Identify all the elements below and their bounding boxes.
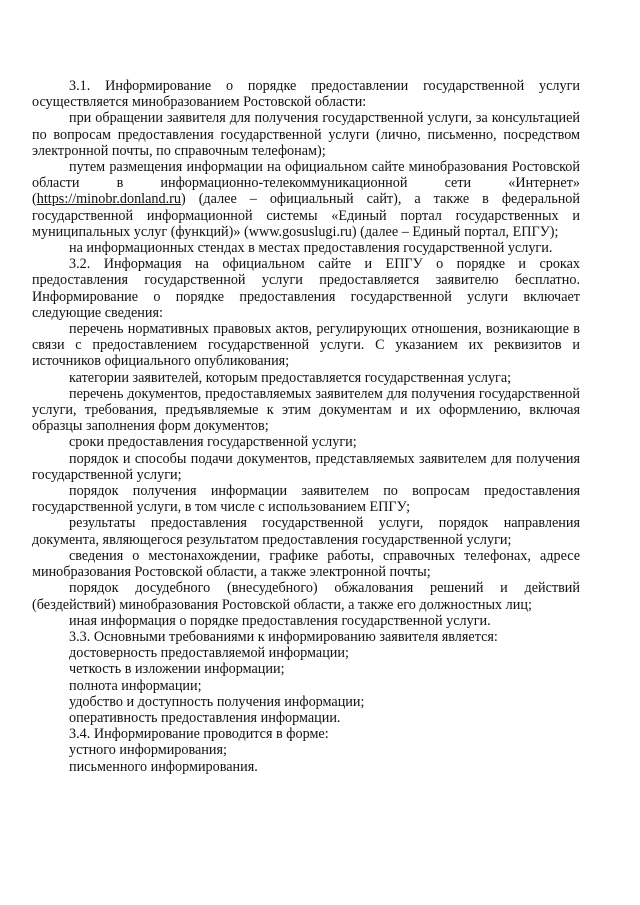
list-item-appeal-procedure: порядок досудебного (внесудебного) обжалования решений и действий (бездействий) минобразования Ростовской области, а также его должностных лиц; — [32, 580, 580, 613]
list-item-other-info: иная информация о порядке предоставления государственной услуги. — [69, 612, 491, 629]
paragraph-website-placement-before: путем размещения информации на официальном сайте минобразования Ростовской области в информационно-телекоммуникационной сети «Интернет» ( — [32, 159, 580, 208]
form-oral: устного информирования; — [69, 742, 227, 759]
paragraph-info-stands: на информационных стендах в местах предоставления государственной услуги. — [69, 240, 553, 257]
form-written: письменного информирования. — [69, 758, 258, 775]
requirement-reliability: достоверность предоставляемой информации; — [69, 645, 349, 662]
list-item-info-procedure: порядок получения информации заявителем по вопросам предоставления государственной услуги, в том числе с использованием ЕПГУ; — [32, 483, 580, 516]
list-item-contact-details: сведения о местонахождении, графике работы, справочных телефонах, адресе минобразования Ростовской области, а также электронной почты; — [32, 547, 580, 581]
paragraph-website-placement — [32, 159, 580, 240]
requirement-completeness: полнота информации; — [69, 677, 202, 694]
requirement-promptness: оперативность предоставления информации. — [69, 709, 341, 726]
list-item-service-terms: сроки предоставления государственной услуги; — [69, 434, 357, 451]
paragraph-3-1: 3.1. Информирование о порядке предоставлении государственной услуги осуществляется минобразованием Ростовской области: — [32, 78, 580, 111]
requirement-clarity: четкость в изложении информации; — [69, 661, 285, 678]
list-item-documents-list: перечень документов, предоставляемых заявителем для получения государственной услуги, требования, предъявляемые к этим документам и их оформлению, включая образцы заполнения форм документов; — [32, 385, 580, 435]
list-item-legal-acts: перечень нормативных правовых актов, регулирующих отношения, возникающие в связи с предоставлением государственной услуги. С указанием их реквизитов и источников официального опубликования; — [32, 321, 580, 370]
list-item-applicant-categories: категории заявителей, которым предоставляется государственная услуга; — [69, 369, 512, 386]
paragraph-in-person-request: при обращении заявителя для получения государственной услуги, за консультацией по вопросам предоставления государственной услуги (лично, письменно, посредством электронной почты, по справочным телефонам); — [32, 110, 580, 159]
paragraph-3-4: 3.4. Информирование проводится в форме: — [69, 726, 329, 743]
official-site-link[interactable]: https://minobr.donland.ru — [36, 191, 181, 208]
paragraph-website-placement-after: ) (далее – официальный сайт), а также в федеральной государственной информационной системы «Единый портал государственных и муниципальных услуг (функций)» (www.gosuslugi.ru) (далее – Единый портал, ЕПГУ); — [32, 191, 580, 240]
document-page — [32, 78, 580, 775]
paragraph-3-3: 3.3. Основными требованиями к информированию заявителя является: — [69, 628, 498, 645]
list-item-service-results: результаты предоставления государственной услуги, порядок направления документа, являющегося результатом предоставления государственной услуги; — [32, 515, 580, 548]
list-item-submission-methods: порядок и способы подачи документов, представляемых заявителем для получения государственной услуги; — [32, 450, 580, 483]
paragraph-3-2: 3.2. Информация на официальном сайте и ЕПГУ о порядке и сроках предоставления государственной услуги предоставляется заявителю бесплатно. Информирование о порядке предоставления государственной услуги включает следующие сведения: — [32, 256, 580, 321]
requirement-accessibility: удобство и доступность получения информации; — [69, 693, 365, 710]
